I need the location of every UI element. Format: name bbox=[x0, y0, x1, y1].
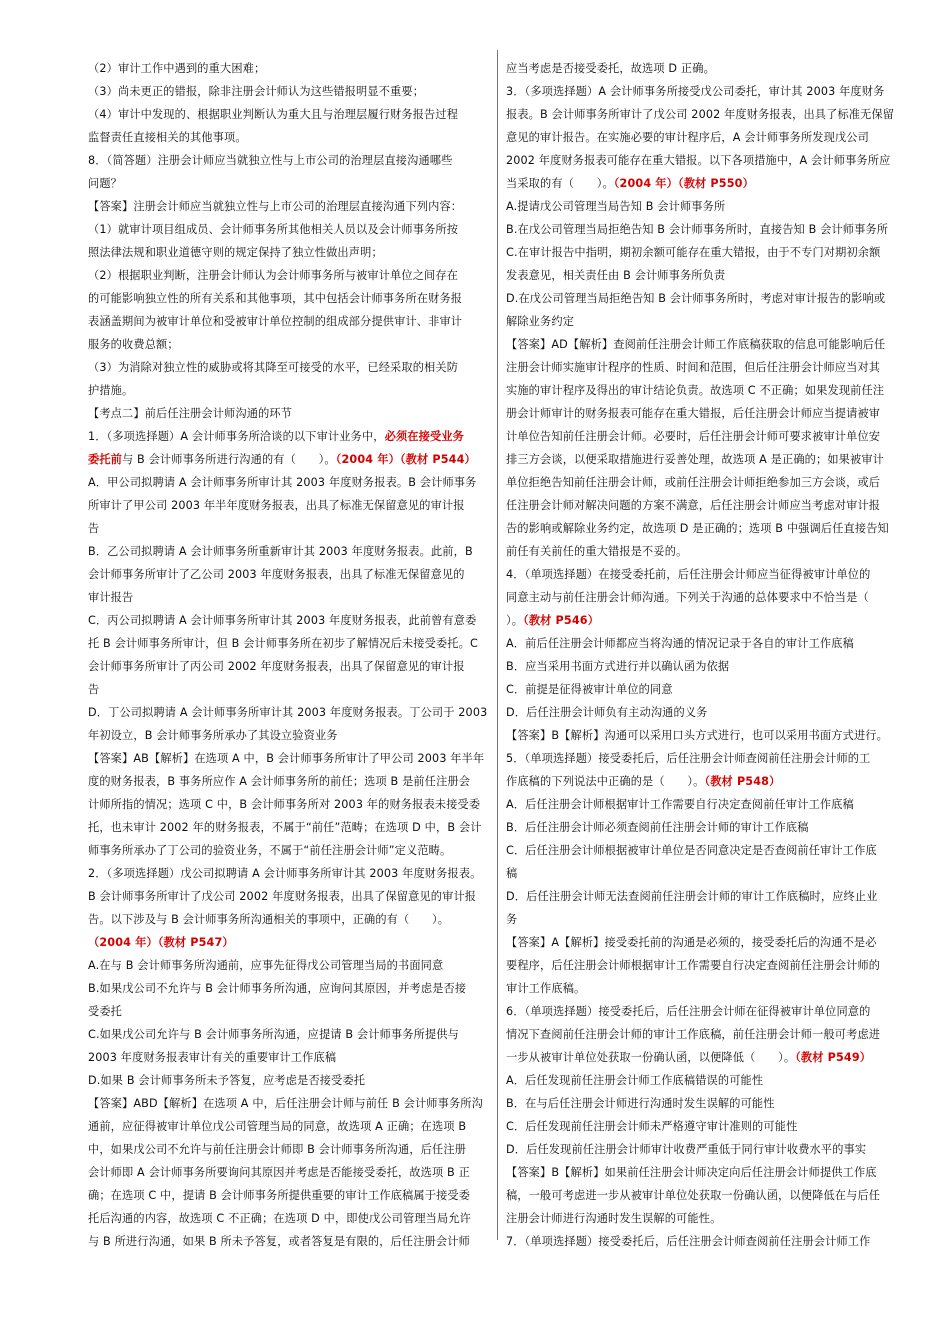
text-segment: A．甲公司拟聘请 A 会计师事务所审计其 2003 年度财务报表。B 会计师事务 bbox=[88, 476, 477, 489]
text-segment: 排三方会谈，以便采取措施进行妥善处理，故选项 A 是正确的；如果被审计 bbox=[506, 453, 885, 466]
text-segment: 1．（多项选择题）A 会计师事务所洽谈的以下审计业务中， bbox=[88, 430, 385, 443]
text-segment: 告的影响或解除业务约定，故选项 D 是正确的；选项 B 中强调后任直接告知 bbox=[506, 522, 889, 535]
text-line bbox=[88, 1207, 490, 1230]
text-line bbox=[506, 1230, 902, 1253]
text-segment: 2003 年度财务报表审计有关的重要审计工作底稿 bbox=[88, 1051, 337, 1064]
text-segment: 7．（单项选择题）接受委托后，后任注册会计师查阅前任注册会计师工作 bbox=[506, 1235, 871, 1248]
text-line bbox=[88, 103, 490, 126]
text-line bbox=[506, 1207, 902, 1230]
text-line bbox=[88, 172, 490, 195]
text-line bbox=[88, 218, 490, 241]
text-line bbox=[88, 1092, 490, 1115]
text-segment: 所审计了甲公司 2003 年半年度财务报表，出具了标准无保留意见的审计报 bbox=[88, 499, 465, 512]
text-line bbox=[88, 885, 490, 908]
text-segment: 表涵盖期间为被审计单位和受被审计单位控制的组成部分提供审计、非审计 bbox=[88, 315, 463, 328]
text-segment: 托，也未审计 2002 年的财务报表，不属于“前任”范畴；在选项 D 中，B 会计 bbox=[88, 821, 482, 834]
text-line bbox=[88, 448, 490, 471]
text-segment: 【答案】B【解析】如果前任注册会计师决定向后任注册会计师提供工作底 bbox=[506, 1166, 877, 1179]
text-segment: B．应当采用书面方式进行并以确认函为依据 bbox=[506, 660, 730, 673]
text-segment: 托后沟通的内容，故选项 C 不正确；在选项 D 中，即使戊公司管理当局允许 bbox=[88, 1212, 472, 1225]
text-line bbox=[88, 126, 490, 149]
text-line bbox=[506, 402, 902, 425]
text-line bbox=[88, 1000, 490, 1023]
text-segment: 要程序，后任注册会计师根据审计工作需要自行决定查阅前任注册会计师的 bbox=[506, 959, 881, 972]
text-segment: 会计师事务所审计了丙公司 2002 年度财务报表，出具了保留意见的审计报 bbox=[88, 660, 465, 673]
text-segment: C.在审计报告中指明，期初余额可能存在重大错报，由于不专门对期初余额 bbox=[506, 246, 881, 259]
text-line bbox=[506, 1046, 902, 1069]
left-column bbox=[88, 57, 490, 1253]
text-segment: 情况下查阅前任注册会计师的审计工作底稿，前任注册会计师一般可考虑进 bbox=[506, 1028, 881, 1041]
text-line bbox=[88, 862, 490, 885]
text-line bbox=[506, 425, 902, 448]
text-line bbox=[88, 80, 490, 103]
text-segment: 监督责任直接相关的其他事项。 bbox=[88, 131, 247, 144]
text-line bbox=[506, 954, 902, 977]
text-line bbox=[506, 885, 902, 908]
text-segment: C．后任注册会计师根据被审计单位是否同意决定是否查阅前任审计工作底 bbox=[506, 844, 877, 857]
text-line bbox=[88, 586, 490, 609]
text-line bbox=[88, 793, 490, 816]
text-line bbox=[88, 770, 490, 793]
text-line bbox=[88, 816, 490, 839]
text-line bbox=[88, 931, 490, 954]
text-line bbox=[506, 1138, 902, 1161]
text-segment: D．后任发现前任注册会计师审计收费严重低于同行审计收费水平的事实 bbox=[506, 1143, 867, 1156]
text-line bbox=[506, 1115, 902, 1138]
text-segment: 稿，一般可考虑进一步从被审计单位处获取一份确认函，以便降低在与后任 bbox=[506, 1189, 881, 1202]
text-segment: D.如果 B 会计师事务所未予答复，应考虑是否接受委托 bbox=[88, 1074, 366, 1087]
text-line bbox=[88, 517, 490, 540]
text-line bbox=[506, 379, 902, 402]
text-line bbox=[506, 632, 902, 655]
text-segment: 告 bbox=[88, 522, 100, 535]
text-line bbox=[506, 586, 902, 609]
text-line bbox=[506, 241, 902, 264]
text-segment: 务 bbox=[506, 913, 518, 926]
highlighted-text: （教材 P549） bbox=[795, 1051, 872, 1064]
text-line bbox=[88, 379, 490, 402]
text-line bbox=[506, 471, 902, 494]
text-line bbox=[88, 1184, 490, 1207]
text-segment: A．后任发现前任注册会计师工作底稿错误的可能性 bbox=[506, 1074, 764, 1087]
text-segment: 4．（单项选择题）在接受委托前，后任注册会计师应当征得被审计单位的 bbox=[506, 568, 871, 581]
text-segment: B．在与后任注册会计师进行沟通时发生误解的可能性 bbox=[506, 1097, 775, 1110]
text-line bbox=[506, 57, 902, 80]
text-line bbox=[506, 816, 902, 839]
text-line bbox=[506, 977, 902, 1000]
text-line bbox=[88, 701, 490, 724]
text-line bbox=[88, 425, 490, 448]
text-line bbox=[506, 839, 902, 862]
text-line bbox=[88, 1161, 490, 1184]
text-segment: C.如果戊公司允许与 B 会计师事务所沟通，应提请 B 会计师事务所提供与 bbox=[88, 1028, 459, 1041]
text-segment: 解除业务约定 bbox=[506, 315, 575, 328]
text-line bbox=[88, 1230, 490, 1253]
text-segment: A.在与 B 会计师事务所沟通前，应事先征得戊公司管理当局的书面同意 bbox=[88, 959, 444, 972]
text-segment: 2002 年度财务报表可能存在重大错报。以下各项措施中，A 会计师事务所应 bbox=[506, 154, 891, 167]
text-segment: 告。以下涉及与 B 会计师事务所沟通相关的事项中，正确的有（ ）。 bbox=[88, 913, 450, 926]
highlighted-text: （教材 P548） bbox=[704, 775, 781, 788]
column-divider bbox=[497, 50, 498, 1240]
text-line bbox=[506, 540, 902, 563]
text-segment: 报表。B 会计师事务所审计了戊公司 2002 年度财务报表，出具了标准无保留 bbox=[506, 108, 895, 121]
right-column bbox=[506, 57, 902, 1253]
text-segment: 【答案】AD【解析】查阅前任注册会计师工作底稿获取的信息可能影响后任 bbox=[506, 338, 886, 351]
text-segment: （2）审计工作中遇到的重大困难； bbox=[88, 62, 266, 75]
text-line bbox=[88, 494, 490, 517]
text-line bbox=[506, 678, 902, 701]
text-line bbox=[506, 1069, 902, 1092]
highlighted-text: （2004 年）（教材 P547） bbox=[88, 936, 234, 949]
text-segment: 5．（单项选择题）接受委托后，后任注册会计师查阅前任注册会计师的工 bbox=[506, 752, 871, 765]
text-line bbox=[88, 333, 490, 356]
text-segment: 师事务所承办了丁公司的验资业务，不属于“前任注册会计师”定义范畴。 bbox=[88, 844, 452, 857]
text-line bbox=[88, 977, 490, 1000]
text-line bbox=[88, 1069, 490, 1092]
text-line bbox=[506, 563, 902, 586]
text-line bbox=[88, 724, 490, 747]
text-line bbox=[506, 287, 902, 310]
text-line bbox=[506, 1023, 902, 1046]
text-line bbox=[506, 724, 902, 747]
text-segment: （3）尚未更正的错报，除非注册会计师认为这些错报明显不重要； bbox=[88, 85, 425, 98]
text-segment: A．后任注册会计师根据审计工作需要自行决定查阅前任审计工作底稿 bbox=[506, 798, 854, 811]
text-line bbox=[506, 195, 902, 218]
highlighted-text: （教材 P546） bbox=[523, 614, 600, 627]
text-segment: ）。 bbox=[506, 614, 524, 627]
text-line bbox=[88, 287, 490, 310]
text-segment: 任注册会计师对解决问题的方案不满意，后任注册会计师应当考虑对审计报 bbox=[506, 499, 881, 512]
text-line bbox=[88, 356, 490, 379]
text-line bbox=[506, 218, 902, 241]
text-segment: 与 B 所进行沟通，如果 B 所未予答复，或者答复是有限的，后任注册会计师 bbox=[88, 1235, 470, 1248]
text-segment: 注册会计师进行沟通时发生误解的可能性。 bbox=[506, 1212, 722, 1225]
text-segment: B．乙公司拟聘请 A 会计师事务所重新审计其 2003 年度财务报表。此前，B bbox=[88, 545, 473, 558]
text-line bbox=[506, 931, 902, 954]
text-line bbox=[88, 149, 490, 172]
text-line bbox=[88, 1046, 490, 1069]
text-line bbox=[88, 655, 490, 678]
text-segment: （3）为消除对独立性的威胁或将其降至可接受的水平，已经采取的相关防 bbox=[88, 361, 459, 374]
text-segment: 应当考虑是否接受委托，故选项 D 正确。 bbox=[506, 62, 715, 75]
text-segment: 受委托 bbox=[88, 1005, 123, 1018]
text-segment: 计师所指的情况；选项 C 中，B 会计师事务所对 2003 年的财务报表未接受委 bbox=[88, 798, 481, 811]
text-segment: 与 B 会计师事务所进行沟通的有（ ）。 bbox=[122, 453, 336, 466]
text-segment: 的可能影响独立性的所有关系和其他事项，其中包括会计师事务所在财务报 bbox=[88, 292, 463, 305]
text-segment: 6．（单项选择题）接受委托后，后任注册会计师在征得被审计单位同意的 bbox=[506, 1005, 871, 1018]
text-line bbox=[506, 80, 902, 103]
text-line bbox=[506, 103, 902, 126]
text-line bbox=[88, 264, 490, 287]
text-segment: 问题？ bbox=[88, 177, 123, 190]
text-segment: 一步从被审计单位处获取一份确认函，以便降低（ ）。 bbox=[506, 1051, 796, 1064]
text-segment: 3．（多项选择题）A 会计师事务所接受戊公司委托，审计其 2003 年度财务 bbox=[506, 85, 885, 98]
text-line bbox=[88, 954, 490, 977]
text-segment: （2）根据职业判断，注册会计师认为会计师事务所与被审计单位之间存在 bbox=[88, 269, 459, 282]
text-line bbox=[88, 632, 490, 655]
text-line bbox=[88, 402, 490, 425]
text-segment: 照法律法规和职业道德守则的规定保持了独立性做出声明； bbox=[88, 246, 383, 259]
text-line bbox=[88, 540, 490, 563]
text-segment: A.提请戊公司管理当局告知 B 会计师事务所 bbox=[506, 200, 726, 213]
text-line bbox=[88, 1023, 490, 1046]
text-segment: 【答案】AB【解析】在选项 A 中，B 会计师事务所审计了甲公司 2003 年半年 bbox=[88, 752, 485, 765]
text-segment: 审计工作底稿。 bbox=[506, 982, 586, 995]
text-segment: 意见的审计报告。在实施必要的审计程序后，A 会计师事务所发现戊公司 bbox=[506, 131, 869, 144]
text-segment: 【答案】ABD【解析】在选项 A 中，后任注册会计师与前任 B 会计师事务所沟 bbox=[88, 1097, 483, 1110]
text-segment: B．后任注册会计师必须查阅前任注册会计师的审计工作底稿 bbox=[506, 821, 809, 834]
text-line bbox=[88, 241, 490, 264]
text-line bbox=[506, 1161, 902, 1184]
text-line bbox=[88, 310, 490, 333]
text-segment: 会计师即 A 会计师事务所要询问其原因并考虑是否能接受委托，故选项 B 正 bbox=[88, 1166, 470, 1179]
text-line bbox=[506, 1184, 902, 1207]
text-segment: C．后任发现前任注册会计师未严格遵守审计准则的可能性 bbox=[506, 1120, 798, 1133]
text-segment: 托 B 会计师事务所审计，但 B 会计师事务所在初步了解情况后未接受委托。C bbox=[88, 637, 478, 650]
text-segment: 护措施。 bbox=[88, 384, 134, 397]
text-segment: 通前，应征得被审计单位戊公司管理当局的同意，故选项 A 正确；在选项 B bbox=[88, 1120, 467, 1133]
text-line bbox=[506, 1092, 902, 1115]
text-line bbox=[506, 701, 902, 724]
highlighted-text: 委托前 bbox=[88, 453, 123, 466]
text-line bbox=[506, 908, 902, 931]
text-line bbox=[88, 609, 490, 632]
text-segment: 单位拒绝告知前任注册会计师，或前任注册会计师拒绝参加三方会谈，或后 bbox=[506, 476, 881, 489]
text-segment: D．丁公司拟聘请 A 会计师事务所审计其 2003 年度财务报表。丁公司于 2003 bbox=[88, 706, 488, 719]
text-line bbox=[506, 126, 902, 149]
text-line bbox=[88, 747, 490, 770]
text-segment: 【答案】注册会计师应当就独立性与上市公司的治理层直接沟通下列内容： bbox=[88, 200, 463, 213]
text-line bbox=[506, 172, 902, 195]
text-line bbox=[506, 793, 902, 816]
text-line bbox=[88, 471, 490, 494]
text-segment: 中，如果戊公司不允许与前任注册会计师即 B 会计师事务所沟通，后任注册 bbox=[88, 1143, 467, 1156]
text-segment: B 会计师事务所审计了戊公司 2002 年度财务报表，出具了保留意见的审计报 bbox=[88, 890, 477, 903]
text-segment: D．后任注册会计师负有主动沟通的义务 bbox=[506, 706, 708, 719]
text-segment: A．前后任注册会计师都应当将沟通的情况记录于各自的审计工作底稿 bbox=[506, 637, 854, 650]
text-segment: 会计师事务所审计了乙公司 2003 年度财务报表，出具了标准无保留意见的 bbox=[88, 568, 465, 581]
text-segment: 前任有关前任的重大错报是不妥的。 bbox=[506, 545, 688, 558]
text-segment: D．后任注册会计师无法查阅前任注册会计师的审计工作底稿时，应终止业 bbox=[506, 890, 878, 903]
text-line bbox=[88, 839, 490, 862]
text-line bbox=[88, 563, 490, 586]
text-line bbox=[506, 310, 902, 333]
text-segment: 度的财务报表，B 事务所应作 A 会计师事务所的前任；选项 B 是前任注册会 bbox=[88, 775, 471, 788]
text-segment: 注册会计师实施审计程序的性质、时间和范围，但后任注册会计师应当对其 bbox=[506, 361, 881, 374]
text-segment: 册会计师审计的财务报表可能存在重大错报，后任注册会计师应当提请被审 bbox=[506, 407, 881, 420]
text-line bbox=[88, 1138, 490, 1161]
text-segment: 发表意见，相关责任由 B 会计师事务所负责 bbox=[506, 269, 726, 282]
text-segment: 服务的收费总额； bbox=[88, 338, 179, 351]
text-segment: 计单位告知前任注册会计师。必要时，后任注册会计师可要求被审计单位安 bbox=[506, 430, 881, 443]
text-line bbox=[506, 494, 902, 517]
text-line bbox=[506, 770, 902, 793]
text-line bbox=[506, 747, 902, 770]
text-segment: 稿 bbox=[506, 867, 518, 880]
text-line bbox=[506, 333, 902, 356]
text-segment: （4）审计中发现的、根据职业判断认为重大且与治理层履行财务报告过程 bbox=[88, 108, 459, 121]
text-line bbox=[506, 517, 902, 540]
text-segment: D.在戊公司管理当局拒绝告知 B 会计师事务所时，考虑对审计报告的影响或 bbox=[506, 292, 886, 305]
text-segment: 【考点二】前后任注册会计师沟通的环节 bbox=[88, 407, 293, 420]
text-line bbox=[506, 609, 902, 632]
text-segment: 审计报告 bbox=[88, 591, 134, 604]
text-line bbox=[506, 655, 902, 678]
text-segment: 当采取的有（ ）。 bbox=[506, 177, 614, 190]
highlighted-text: 必须在接受业务 bbox=[384, 430, 464, 443]
text-segment: C．丙公司拟聘请 A 会计师事务所审计其 2003 年度财务报表，此前曾有意委 bbox=[88, 614, 477, 627]
text-line bbox=[506, 862, 902, 885]
text-segment: 确；在选项 C 中，提请 B 会计师事务所提供重要的审计工作底稿属于接受委 bbox=[88, 1189, 471, 1202]
text-segment: （1）就审计项目组成员、会计师事务所其他相关人员以及会计师事务所按 bbox=[88, 223, 459, 236]
text-line bbox=[88, 678, 490, 701]
text-segment: 同意主动与前任注册会计师沟通。下列关于沟通的总体要求中不恰当是（ bbox=[506, 591, 869, 604]
text-segment: 【答案】B【解析】沟通可以采用口头方式进行，也可以采用书面方式进行。 bbox=[506, 729, 888, 742]
highlighted-text: （2004 年）（教材 P550） bbox=[613, 177, 754, 190]
text-segment: B.如果戊公司不允许与 B 会计师事务所沟通，应询问其原因，并考虑是否接 bbox=[88, 982, 467, 995]
text-line bbox=[88, 908, 490, 931]
text-segment: C．前提是征得被审计单位的同意 bbox=[506, 683, 673, 696]
text-line bbox=[506, 149, 902, 172]
text-line bbox=[506, 356, 902, 379]
text-line bbox=[88, 1115, 490, 1138]
text-line bbox=[88, 195, 490, 218]
text-segment: 2．（多项选择题）戊公司拟聘请 A 会计师事务所审计其 2003 年度财务报表。 bbox=[88, 867, 482, 880]
text-line bbox=[88, 57, 490, 80]
text-segment: B.在戊公司管理当局拒绝告知 B 会计师事务所时，直接告知 B 会计师事务所 bbox=[506, 223, 889, 236]
text-segment: 【答案】A【解析】接受委托前的沟通是必须的，接受委托后的沟通不是必 bbox=[506, 936, 877, 949]
text-segment: 8．（简答题）注册会计师应当就独立性与上市公司的治理层直接沟通哪些 bbox=[88, 154, 453, 167]
text-line bbox=[506, 1000, 902, 1023]
text-segment: 实施的审计程序及得出的审计结论负责。故选项 C 不正确；如果发现前任注 bbox=[506, 384, 885, 397]
text-segment: 作底稿的下列说法中正确的是（ ）。 bbox=[506, 775, 705, 788]
highlighted-text: （2004 年）（教材 P544） bbox=[335, 453, 476, 466]
text-segment: 告 bbox=[88, 683, 100, 696]
text-line bbox=[506, 264, 902, 287]
text-segment: 年初设立，B 会计师事务所承办了其设立验资业务 bbox=[88, 729, 338, 742]
text-line bbox=[506, 448, 902, 471]
